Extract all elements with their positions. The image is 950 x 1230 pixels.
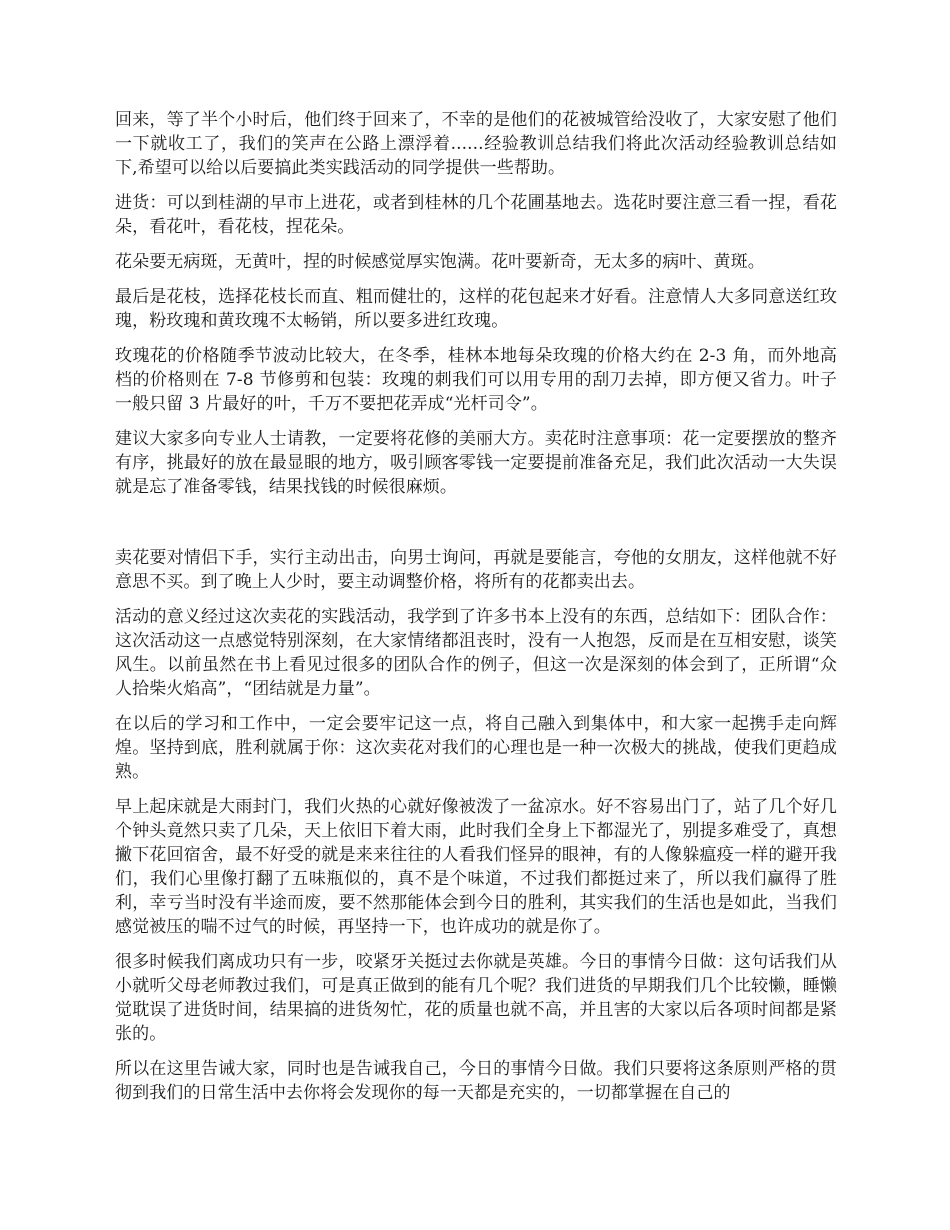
paragraph: 很多时候我们离成功只有一步，咬紧牙关挺过去你就是英雄。今日的事情今日做：这句话我们从小就听父母老师教过我们，可是真正做到的能有几个呢？我们进货的早期我们几个比较懒，睡懒觉耽误了进货时间，结果搞的进货匆忙，花的质量也就不高，并且害的大家以后各项时间都是紧张的。 — [115, 952, 837, 1044]
paragraph: 所以在这里告诫大家，同时也是告诫我自己，今日的事情今日做。我们只要将这条原则严格的贯彻到我们的日常生活中去你将会发现你的每一天都是充实的，一切都掌握在自己的 — [115, 1059, 837, 1103]
section-gap — [115, 510, 837, 546]
paragraph: 活动的意义经过这次卖花的实践活动，我学到了许多书本上没有的东西，总结如下：团队合作：这次活动这一点感觉特别深刻，在大家情绪都沮丧时，没有一人抱怨，反而是在互相安慰，谈笑风生。以前虽然在书上看见过很多的团队合作的例子，但这一次是深刻的体会到了，正所谓“众人拾柴火焰高”，“团结就是力量”。 — [115, 607, 837, 699]
paragraph: 早上起床就是大雨封门，我们火热的心就好像被泼了一盆凉水。好不容易出门了，站了几个好几个钟头竟然只卖了几朵，天上依旧下着大雨，此时我们全身上下都湿光了，别提多难受了，真想撇下花回宿舍，最不好受的就是来来往往的人看我们怪异的眼神，有的人像躲瘟疫一样的避开我们，我们心里像打翻了五味瓶似的，真不是个味道，不过我们都挺过来了，所以我们赢得了胜利，幸亏当时没有半途而废，要不然那能体会到今日的胜利，其实我们的生活也是如此，当我们感觉被压的喘不过气的时候，再坚持一下，也许成功的就是你了。 — [115, 797, 837, 937]
paragraph: 最后是花枝，选择花枝长而直、粗而健壮的，这样的花包起来才好看。注意情人大多同意送红玫瑰，粉玫瑰和黄玫瑰不太畅销，所以要多进红玫瑰。 — [115, 287, 837, 331]
paragraph: 回来，等了半个小时后，他们终于回来了，不幸的是他们的花被城管给没收了，大家安慰了他们一下就收工了，我们的笑声在公路上漂浮着......经验教训总结我们将此次活动经验教训总结如下,希望可以给以后要搞此类实践活动的同学提供一些帮助。 — [115, 110, 837, 178]
paragraph: 花朵要无病斑，无黄叶，捏的时候感觉厚实饱满。花叶要新奇，无太多的病叶、黄斑。 — [115, 252, 765, 272]
paragraph: 卖花要对情侣下手，实行主动出击，向男士询问，再就是要能言，夸他的女朋友，这样他就不好意思不买。到了晚上人少时，要主动调整价格，将所有的花都卖出去。 — [115, 548, 837, 592]
paragraph: 进货：可以到桂湖的早市上进花，或者到桂林的几个花圃基地去。选花时要注意三看一捏，看花朵，看花叶，看花枝，捏花朵。 — [115, 193, 837, 237]
paragraph: 玫瑰花的价格随季节波动比较大，在冬季，桂林本地每朵玫瑰的价格大约在 2-3 角，而外地高档的价格则在 7-8 节修剪和包装：玫瑰的刺我们可以用专用的刮刀去掉，即方便又省力。叶子一般只留 3 片最好的叶，千万不要把花弄成“光杆司令”。 — [115, 346, 837, 414]
document-page — [115, 108, 837, 1116]
paragraph: 在以后的学习和工作中，一定会要牢记这一点，将自己融入到集体中，和大家一起携手走向辉煌。坚持到底，胜利就属于你：这次卖花对我们的心理也是一种一次极大的挑战，使我们更趋成熟。 — [115, 714, 837, 782]
paragraph: 建议大家多向专业人士请教，一定要将花修的美丽大方。卖花时注意事项：花一定要摆放的整齐有序，挑最好的放在最显眼的地方，吸引顾客零钱一定要提前准备充足，我们此次活动一大失误就是忘了准备零钱，结果找钱的时候很麻烦。 — [115, 429, 837, 497]
